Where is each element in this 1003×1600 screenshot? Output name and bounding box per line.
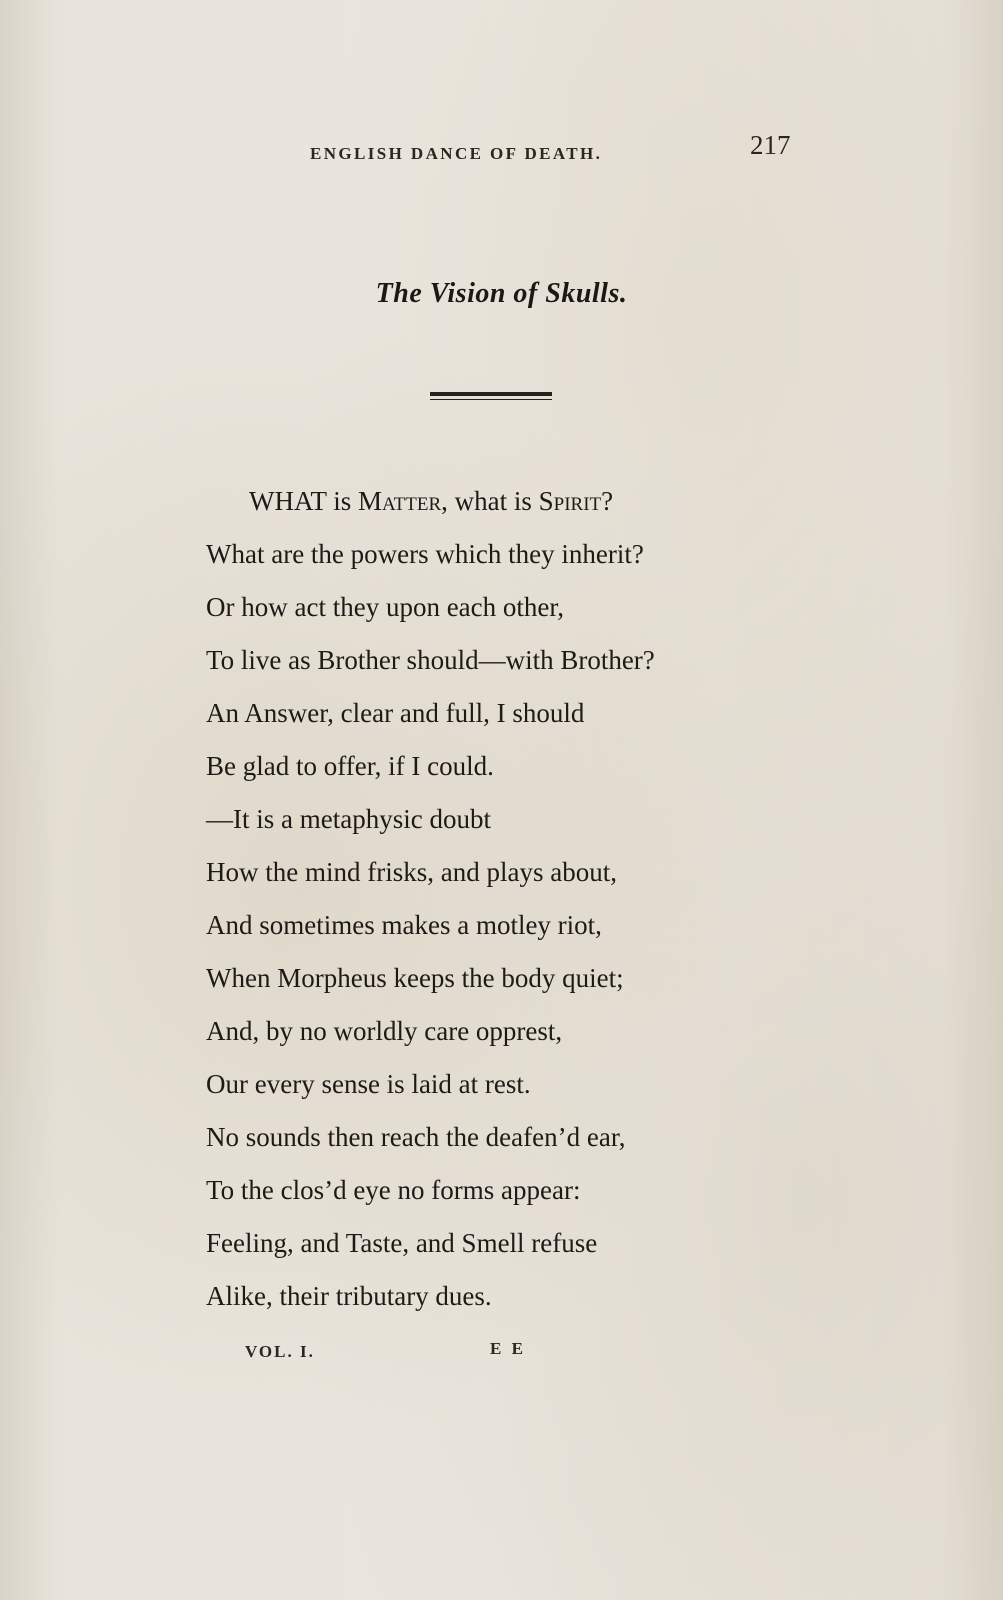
- first-line-word-spirit: Spirit?: [538, 486, 614, 516]
- page-number: 217: [750, 130, 791, 160]
- poem-line-7: —It is a metaphysic doubt: [206, 804, 491, 834]
- poem-line-5: An Answer, clear and full, I should: [206, 698, 585, 728]
- signature-mark: E E: [490, 1339, 526, 1358]
- poem-line-8: How the mind frisks, and plays about,: [206, 857, 617, 887]
- divider-thin-line: [430, 399, 552, 400]
- poem-line-9: And sometimes makes a motley riot,: [206, 910, 602, 940]
- poem-line-2: What are the powers which they inherit?: [206, 539, 644, 569]
- poem-body: [206, 482, 826, 1330]
- poem-line-13: No sounds then reach the deafen’d ear,: [206, 1122, 626, 1152]
- poem-line-4: To live as Brother should—with Brother?: [206, 645, 655, 675]
- first-line-word-what: WHAT: [249, 486, 327, 516]
- poem-title: The Vision of Skulls.: [375, 278, 628, 309]
- poem-line-15: Feeling, and Taste, and Smell refuse: [206, 1228, 598, 1258]
- poem-line-11: And, by no worldly care opprest,: [206, 1016, 563, 1046]
- poem-line-6: Be glad to offer, if I could.: [206, 751, 494, 781]
- poem-line-10: When Morpheus keeps the body quiet;: [206, 963, 624, 993]
- poem-line-1: [206, 482, 826, 535]
- poem-line-16: Alike, their tributary dues.: [206, 1281, 492, 1311]
- poem-line-12: Our every sense is laid at rest.: [206, 1069, 531, 1099]
- first-line-words-what-is: what is: [454, 486, 532, 516]
- first-line-word-matter: Matter,: [358, 486, 448, 516]
- volume-footer: VOL. I.: [245, 1342, 315, 1361]
- poem-line-3: Or how act they upon each other,: [206, 592, 565, 622]
- divider-thick-line: [430, 392, 552, 396]
- poem-line-14: To the clos’d eye no forms appear:: [206, 1175, 581, 1205]
- running-head: ENGLISH DANCE OF DEATH.: [310, 144, 603, 163]
- title-divider-rule: [430, 392, 552, 400]
- first-line-word-is: is: [333, 486, 352, 516]
